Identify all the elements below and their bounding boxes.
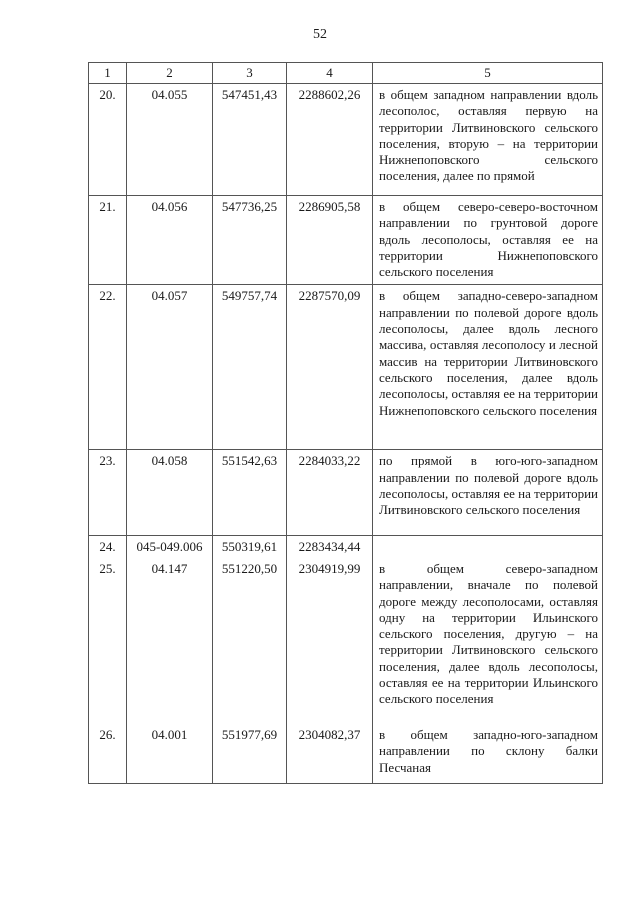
description	[373, 536, 603, 558]
point-code: 04.056	[127, 196, 213, 285]
coord-y: 2287570,09	[287, 285, 373, 450]
row-number: 21.	[89, 196, 127, 285]
point-code: 04.055	[127, 84, 213, 196]
header-col-5: 5	[373, 63, 603, 84]
description: в общем северо-западном направлении, вначале по полевой дороге между лесополосами, оставляя одну на территории Ильинского сельского поселения, другую – на территории Литвиновского сельского поселения, далее вдоль лесополосы, оставляя ее на территории Ильинского сельского поселения	[373, 558, 603, 724]
coord-y: 2284033,22	[287, 450, 373, 536]
coord-y: 2288602,26	[287, 84, 373, 196]
coord-x: 550319,61	[213, 536, 287, 558]
page-number: 52	[313, 27, 327, 42]
table-row	[89, 84, 603, 196]
row-number: 20.	[89, 84, 127, 196]
point-code: 04.057	[127, 285, 213, 450]
description: в общем северо-северо-восточном направлении по грунтовой дороге вдоль лесополосы, оставляя ее на территории Нижнепоповского сельского поселения	[373, 196, 603, 285]
table-header-row	[89, 63, 603, 84]
coord-y: 2304082,37	[287, 724, 373, 784]
row-number: 24.	[89, 536, 127, 558]
header-col-1: 1	[89, 63, 127, 84]
coord-x: 547451,43	[213, 84, 287, 196]
coord-x: 551542,63	[213, 450, 287, 536]
coord-y: 2304919,99	[287, 558, 373, 724]
table-row	[89, 196, 603, 285]
header-col-3: 3	[213, 63, 287, 84]
description: в общем западно-юго-западном направлении по склону балки Песчаная	[373, 724, 603, 784]
coord-x: 547736,25	[213, 196, 287, 285]
description: в общем западном направлении вдоль лесополос, оставляя первую на территории Литвиновского сельского поселения, вторую – на территории Нижнепоповского сельского поселения, далее по прямой	[373, 84, 603, 196]
point-code: 04.001	[127, 724, 213, 784]
point-code: 04.058	[127, 450, 213, 536]
table-row	[89, 450, 603, 536]
description: по прямой в юго-юго-западном направлении по полевой дороге вдоль лесополосы, оставляя ее на территории Литвиновского сельского поселения	[373, 450, 603, 536]
boundary-points-table	[88, 62, 603, 784]
header-col-2: 2	[127, 63, 213, 84]
table-row	[89, 558, 603, 724]
coord-x: 551220,50	[213, 558, 287, 724]
row-number: 23.	[89, 450, 127, 536]
coord-x: 549757,74	[213, 285, 287, 450]
table-row	[89, 724, 603, 784]
coord-y: 2286905,58	[287, 196, 373, 285]
row-number: 22.	[89, 285, 127, 450]
table-row	[89, 285, 603, 450]
table-row	[89, 536, 603, 558]
coord-x: 551977,69	[213, 724, 287, 784]
row-number: 25.	[89, 558, 127, 724]
row-number: 26.	[89, 724, 127, 784]
description: в общем западно-северо-западном направлении по полевой дороге вдоль лесополосы, далее вдоль лесного массива, оставляя лесополосу и лесной массив на территории Литвиновского сельского поселения, далее вдоль лесополосы, оставляя ее на территории Нижнепоповского сельского поселения	[373, 285, 603, 450]
point-code: 045-049.006	[127, 536, 213, 558]
header-col-4: 4	[287, 63, 373, 84]
coord-y: 2283434,44	[287, 536, 373, 558]
point-code: 04.147	[127, 558, 213, 724]
